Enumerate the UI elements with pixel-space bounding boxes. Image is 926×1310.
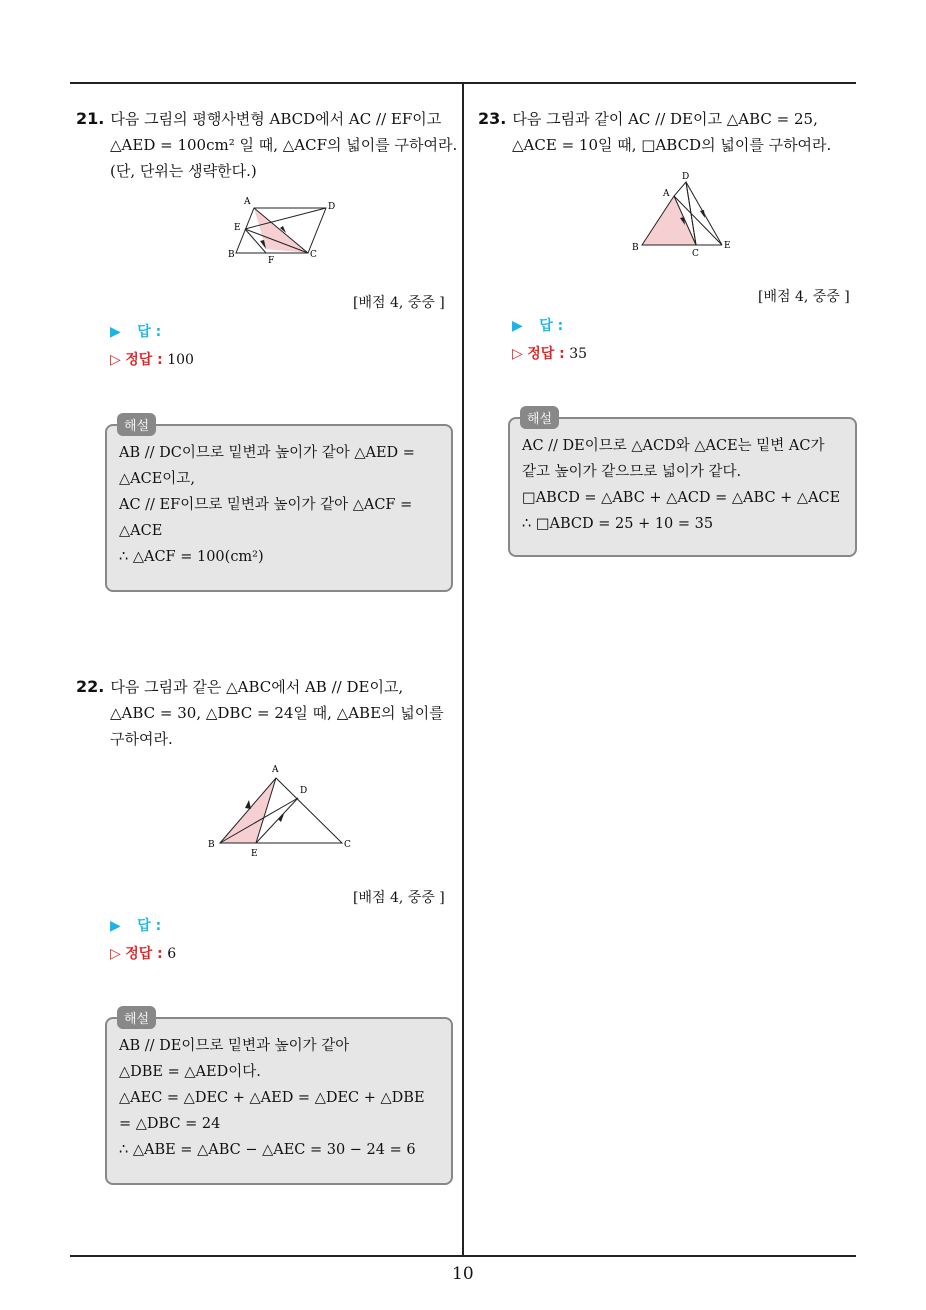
question-line: △AED = 100cm² 일 때, △ACF의 넓이를 구하여라. — [110, 136, 458, 154]
explanation-tag: 해설 — [117, 1006, 156, 1029]
explanation-tag: 해설 — [117, 413, 156, 436]
question-line — [76, 674, 456, 700]
score-q21: [배점 4, 중중 ] — [353, 295, 445, 311]
explanation-line: AC // DE이므로 △ACD와 △ACE는 밑변 AC가 — [522, 438, 825, 454]
answer-label: 답 : — [539, 318, 564, 334]
answer-arrow-icon: ▶ — [110, 324, 121, 340]
question-number: 22. — [76, 677, 105, 696]
label-E: E — [724, 241, 731, 251]
explanation-line: ∴ △ABE = △ABC − △AEC = 30 − 24 = 6 — [119, 1142, 416, 1158]
correct-triangle-icon: ▷ — [110, 946, 121, 962]
question-line — [478, 106, 858, 132]
label-A: A — [244, 197, 251, 207]
correct-value: 100 — [167, 352, 194, 368]
explanation-line: = △DBC = 24 — [119, 1116, 221, 1132]
question-line: △ABC = 30, △DBC = 24일 때, △ABE의 넓이를 — [110, 704, 444, 722]
label-A: A — [272, 765, 279, 775]
correct-label: 정답 : — [527, 346, 565, 362]
explanation-line: AB // DC이므로 밑변과 높이가 같아 △AED = — [119, 445, 415, 461]
label-D: D — [682, 172, 690, 182]
question-text: 다음 그림과 같은 △ABC에서 AB // DE이고, — [110, 678, 404, 696]
explanation-line: △ACE이고, — [119, 471, 195, 487]
explanation-line: △ACE — [119, 523, 163, 539]
correct-row-q21 — [110, 349, 194, 369]
explanation-tag: 해설 — [520, 406, 559, 429]
correct-row-q22 — [110, 943, 176, 963]
correct-triangle-icon: ▷ — [110, 352, 121, 368]
correct-label: 정답 : — [125, 946, 163, 962]
question-text: 다음 그림의 평행사변형 ABCD에서 AC // EF이고 — [110, 110, 442, 128]
answer-label: 답 : — [137, 324, 162, 340]
label-A: A — [663, 189, 670, 199]
score-q22: [배점 4, 중중 ] — [353, 890, 445, 906]
figure-q21-parallelogram — [226, 195, 338, 267]
explanation-line: △AEC = △DEC + △AED = △DEC + △DBE — [119, 1090, 425, 1106]
question-line: △ACE = 10일 때, □ABCD의 넓이를 구하여라. — [512, 136, 832, 154]
question-line: 구하여라. — [110, 730, 173, 748]
explanation-line: ∴ □ABCD = 25 + 10 = 35 — [522, 516, 714, 532]
column-divider — [462, 82, 464, 1256]
explanation-box-q23 — [508, 412, 857, 557]
explanation-line: ∴ △ACF = 100(cm²) — [119, 549, 264, 565]
question-number: 23. — [478, 109, 507, 128]
correct-value: 35 — [569, 346, 588, 362]
answer-row-q22 — [110, 915, 161, 935]
page-number: 10 — [452, 1264, 474, 1284]
question-text: 다음 그림과 같이 AC // DE이고 △ABC = 25, — [512, 110, 818, 128]
answer-row-q23 — [512, 315, 563, 335]
question-line: (단, 단위는 생략한다.) — [110, 162, 257, 180]
label-E: E — [251, 849, 258, 859]
answer-row-q21 — [110, 321, 161, 341]
bottom-rule — [70, 1255, 856, 1257]
explanation-line: AB // DE이므로 밑변과 높이가 같아 — [119, 1038, 350, 1054]
question-number: 21. — [76, 109, 105, 128]
explanation-line: □ABCD = △ABC + △ACD = △ABC + △ACE — [522, 490, 841, 506]
question-23 — [478, 106, 858, 158]
correct-row-q23 — [512, 343, 587, 363]
answer-arrow-icon: ▶ — [110, 918, 121, 934]
label-D: D — [300, 786, 308, 796]
score-q23: [배점 4, 중중 ] — [758, 289, 850, 305]
explanation-box-q21 — [105, 419, 453, 592]
label-B: B — [208, 840, 215, 850]
correct-label: 정답 : — [125, 352, 163, 368]
explanation-line: 같고 높이가 같으므로 넓이가 같다. — [522, 464, 742, 480]
label-C: C — [692, 249, 699, 259]
answer-label: 답 : — [137, 918, 162, 934]
label-E: E — [234, 223, 241, 233]
label-B: B — [632, 243, 639, 253]
label-B: B — [228, 250, 235, 260]
question-21 — [76, 106, 456, 184]
question-line — [76, 106, 456, 132]
figure-q23-quadrilateral — [630, 170, 740, 262]
figure-q22-triangle — [206, 762, 356, 860]
label-F: F — [268, 256, 275, 266]
correct-value: 6 — [167, 946, 177, 962]
question-22 — [76, 674, 456, 752]
explanation-line: AC // EF이므로 밑변과 높이가 같아 △ACF = — [119, 497, 413, 513]
label-C: C — [310, 250, 317, 260]
answer-arrow-icon: ▶ — [512, 318, 523, 334]
label-D: D — [328, 202, 336, 212]
explanation-box-q22 — [105, 1012, 453, 1185]
label-C: C — [344, 840, 351, 850]
explanation-line: △DBE = △AED이다. — [119, 1064, 261, 1080]
correct-triangle-icon: ▷ — [512, 346, 523, 362]
